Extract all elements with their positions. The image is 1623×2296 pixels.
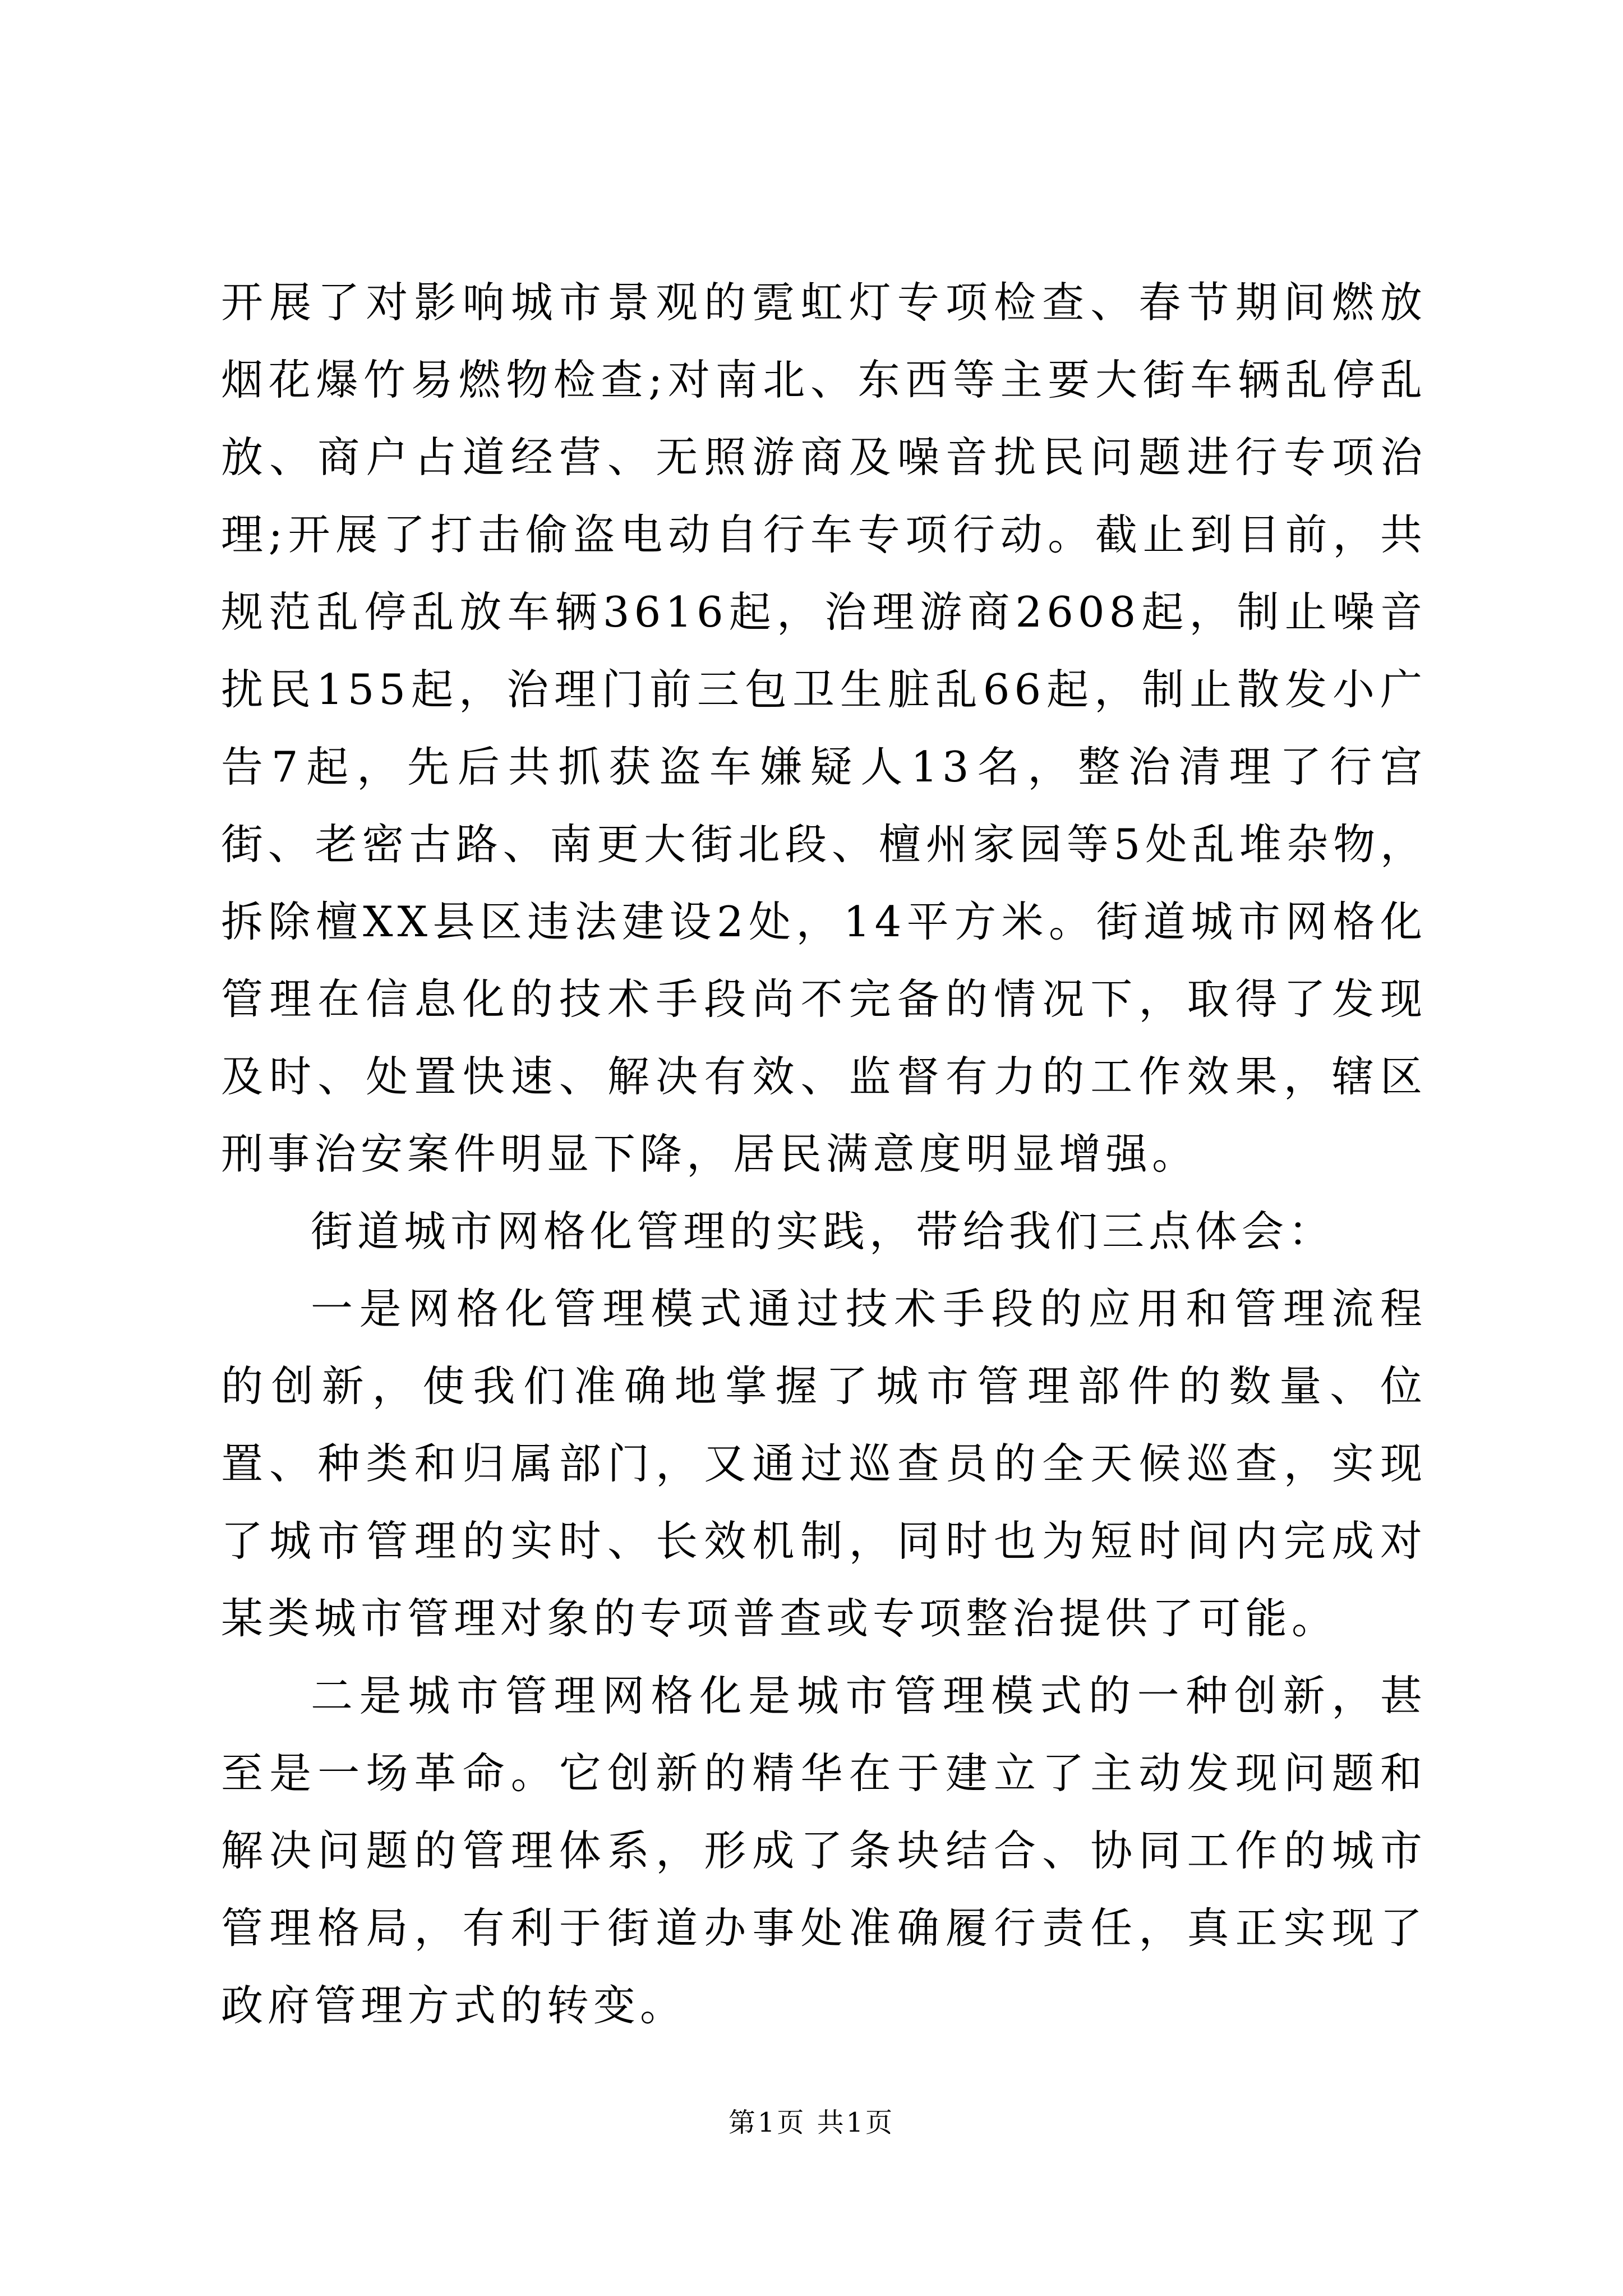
paragraph-insight-two: 二是城市管理网格化是城市管理模式的一种创新，甚至是一场革命。它创新的精华在于建立了主动发现问题和解决问题的管理体系，形成了条块结合、协同工作的城市管理格局，有利于街道办事处准确履行责任，真正实现了政府管理方式的转变。 — [221, 1671, 1427, 2030]
page-footer: 第1页 共1页 — [728, 2107, 895, 2138]
document-body — [221, 264, 1427, 2044]
paragraph-insight-one: 一是网格化管理模式通过技术手段的应用和管理流程的创新，使我们准确地掌握了城市管理部件的数量、位置、种类和归属部门，又通过巡查员的全天候巡查，实现了城市管理的实时、长效机制，同时也为短时间内完成对某类城市管理对象的专项普查或专项整治提供了可能。 — [221, 1284, 1427, 1643]
paragraph-results: 开展了对影响城市景观的霓虹灯专项检查、春节期间燃放烟花爆竹易燃物检查;对南北、东西等主要大街车辆乱停乱放、商户占道经营、无照游商及噪音扰民问题进行专项治理;开展了打击偷盗电动自行车专项行动。截止到目前，共规范乱停乱放车辆3616起，治理游商2608起，制止噪音扰民155起，治理门前三包卫生脏乱66起，制止散发小广告7起，先后共抓获盗车嫌疑人13名，整治清理了行宫街、老密古路、南更大街北段、檀州家园等5处乱堆杂物，拆除檀XX县区违法建设2处，14平方米。街道城市网格化管理在信息化的技术手段尚不完备的情况下，取得了发现及时、处置快速、解决有效、监督有力的工作效果，辖区刑事治安案件明显下降，居民满意度明显增强。 — [221, 278, 1427, 1179]
paragraph-intro-insights: 街道城市网格化管理的实践，带给我们三点体会： — [311, 1207, 1335, 1256]
